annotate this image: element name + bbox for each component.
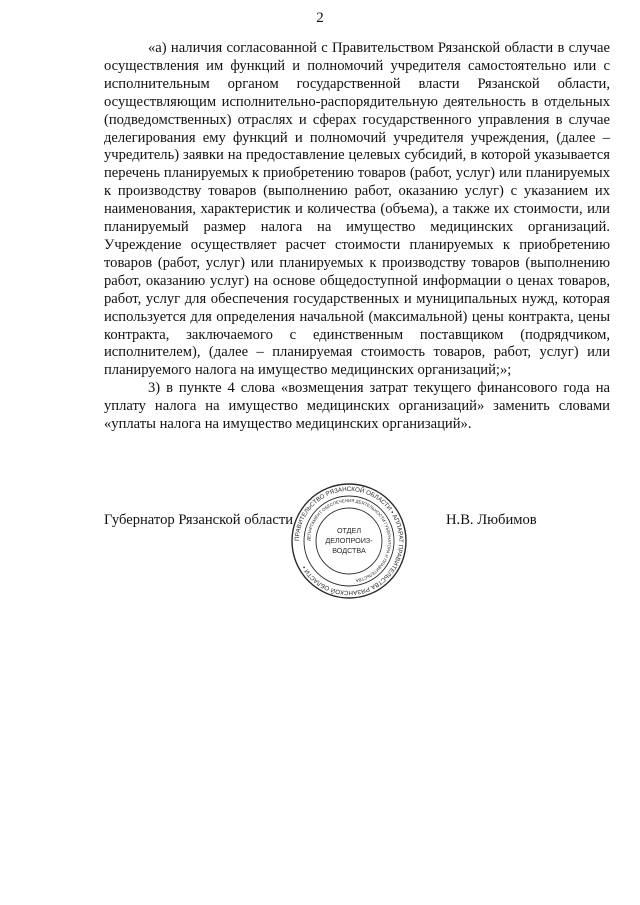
signatory-name: Н.В. Любимов bbox=[446, 512, 537, 528]
stamp-center-line-1: ОТДЕЛ bbox=[336, 526, 362, 535]
paragraph-item-3: 3) в пункте 4 слова «возмещения затрат текущего финансового года на уплату налога на имущество медицинских организаций» заменить словами «уплаты налога на имущество медицинских организаций». bbox=[104, 380, 610, 433]
paragraph-subitem-a: «а) наличия согласованной с Правительством Рязанской области в случае осуществления им функций и полномочий учредителя самостоятельно или с исполнительным органом государственной власти Рязанской области, осуществляющим исполнительно-распорядительную деятельность в отдельных (подведомственных) отраслях и сферах государственного управления в случае делегирования ему функций и полномочий учредителя учреждения, (далее – учредитель) заявки на предоставление целевых субсидий, в которой указывается перечень планируемых к приобретению товаров (работ, услуг) или планируемых к производству товаров (выполнению работ, оказанию услуг) с указанием их наименования, характеристик и количества (объема), а также их стоимости, или планируемый размер налога на имущество медицинских организаций. Учреждение осуществляет расчет стоимости планируемых к приобретению товаров (работ, услуг) или планируемых к производству товаров (выполнению работ, оказанию услуг) на основе общедоступной информации о ценах товаров, работ, услуг для обеспечения государственных и муниципальных нужд, которая используется для определения начальной (максимальной) цены контракта, цены контракта, заключаемого с единственным поставщиком (подрядчиком, исполнителем), (далее – планируемая стоимость товаров, работ, услуг) или планируемого налога на имущество медицинских организаций;»; bbox=[104, 40, 610, 379]
stamp-outer-text: ПРАВИТЕЛЬСТВО РЯЗАНСКОЙ ОБЛАСТИ • АППАРАТ ПРАВИТЕЛЬСТВА РЯЗАНСКОЙ ОБЛАСТИ • bbox=[293, 485, 405, 597]
official-stamp bbox=[290, 482, 408, 600]
document-body bbox=[104, 40, 610, 434]
page-number: 2 bbox=[316, 10, 324, 26]
stamp-inner-text: ДЕПАРТАМЕНТ ОБЕСПЕЧЕНИЯ ДЕЯТЕЛЬНОСТИ ГУБЕРНАТОРА И ПРАВИТЕЛЬСТВА bbox=[305, 497, 393, 584]
signatory-title: Губернатор Рязанской области bbox=[104, 512, 294, 528]
stamp-center-line-2: ДЕЛОПРОИЗ- bbox=[325, 536, 373, 545]
stamp-center-line-3: ВОДСТВА bbox=[332, 546, 366, 555]
